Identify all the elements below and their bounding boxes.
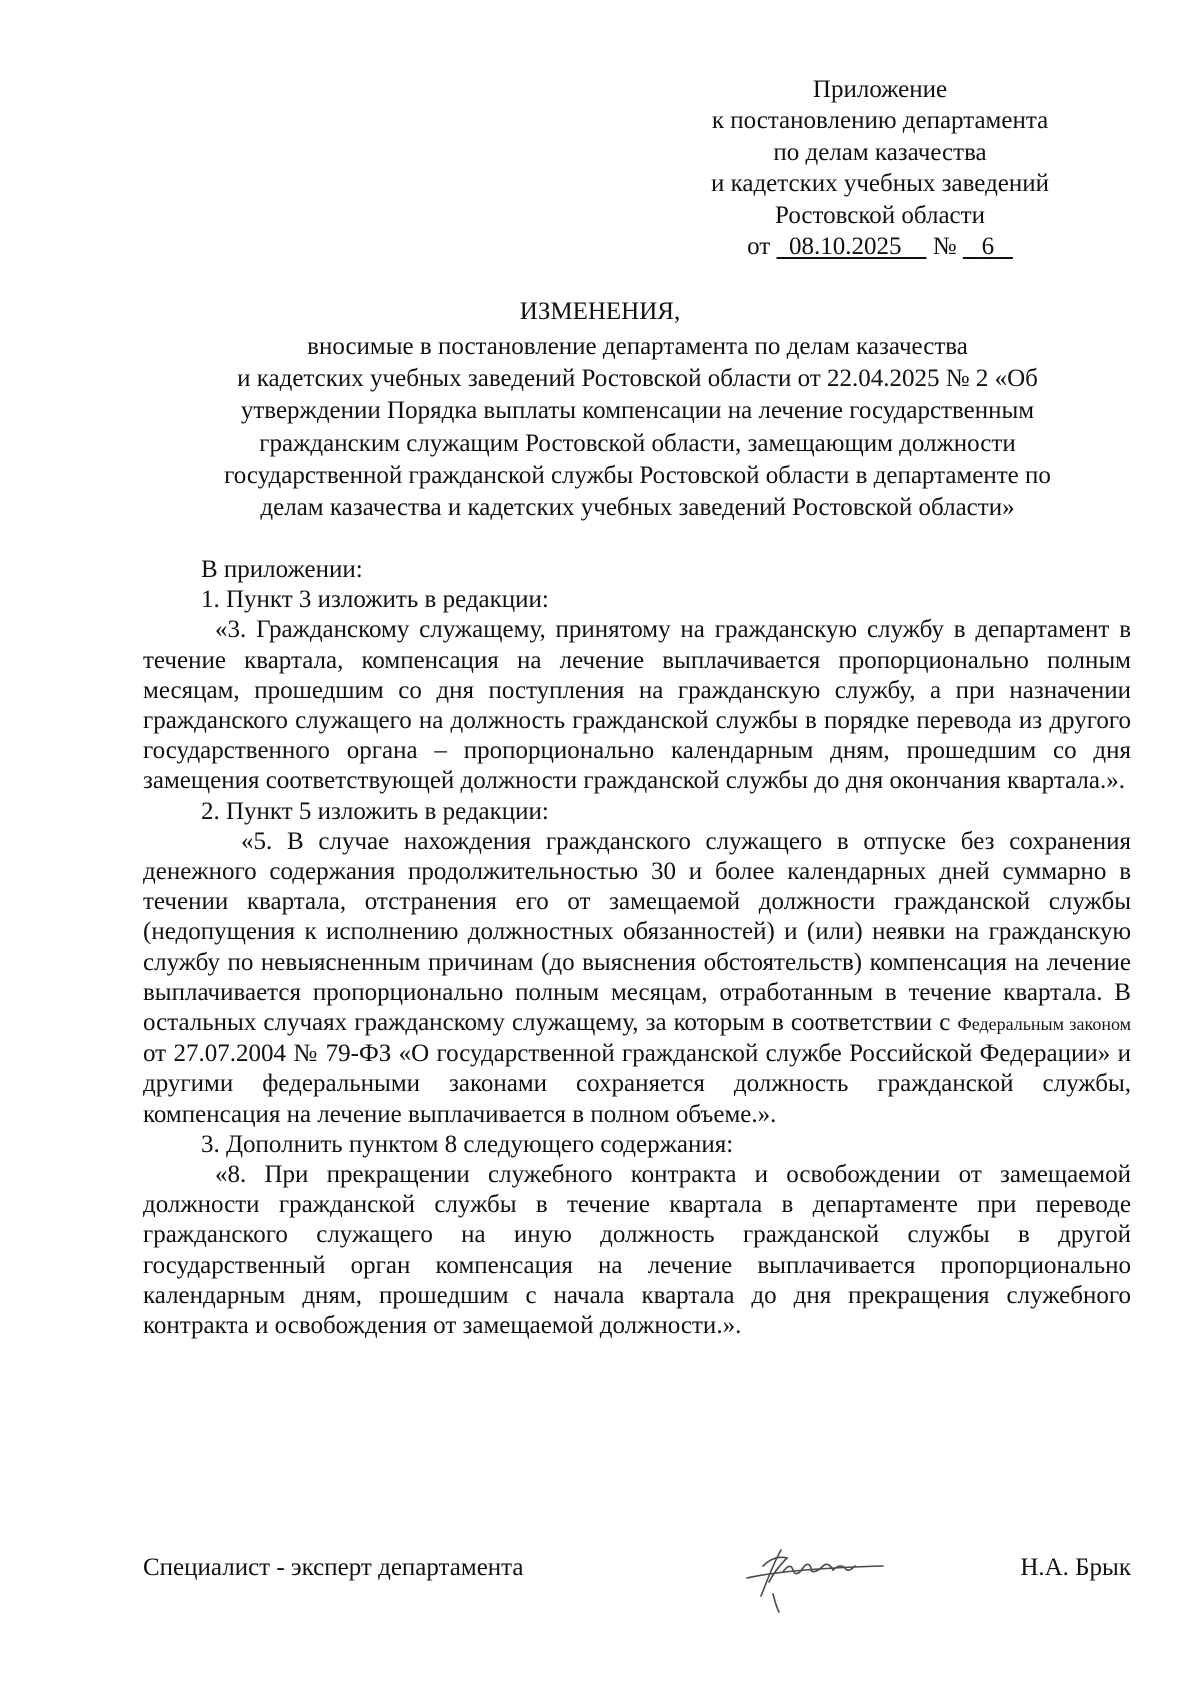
subtitle-line: гражданским служащим Ростовской области, замещающим должности	[259, 429, 1016, 457]
item1-text: «3. Гражданскому служащему, принятому на гражданскую службу в департамент в течение квартала, компенсация на лечение выплачивается пропорционально полным месяцам, прошедшим со дня поступления на гражданскую службу, а при назначении гражданского служащего на должность гражданской службы в порядке перевода из другого государственного органа – пропорционально календарным дням, прошедшим со дня замещения соответствующей должности гражданской службы до дня окончания квартала.».	[143, 616, 1131, 795]
signature-block	[143, 1554, 1131, 1624]
item2-heading: 2. Пункт 5 изложить в редакции:	[201, 797, 549, 825]
appendix-header	[640, 74, 1120, 262]
item3-text: «8. При прекращении служебного контракта и освобождении от замещаемой должности гражданской службы в течение квартала в департаменте при переводе гражданского служащего на иную должность гражданской службы в другой государственный орган компенсация на лечение выплачивается пропорционально календарным дням, прошедшим с начала квартала до дня прекращения служебного контракта и освобождения от замещаемой должности.».	[143, 1161, 1131, 1340]
item1-heading: 1. Пункт 3 изложить в редакции:	[201, 586, 549, 614]
subtitle-line: государственной гражданской службы Ростовской области в департаменте по	[224, 461, 1051, 489]
document-title: ИЗМЕНЕНИЯ,	[519, 298, 681, 325]
subtitle-line: делам казачества и кадетских учебных заведений Ростовской области»	[260, 494, 1015, 522]
document-subtitle	[150, 331, 1125, 524]
subtitle-line: и кадетских учебных заведений Ростовской области от 22.04.2025 № 2 «Об	[237, 365, 1038, 393]
date-value: 08.10.2025	[789, 233, 902, 261]
date-field	[777, 233, 927, 260]
appendix-line: к постановлению департамента	[711, 107, 1049, 135]
item2-text-small: Федеральным законом	[957, 1014, 1131, 1035]
number-value: 6	[981, 233, 995, 261]
item2-text	[143, 827, 1131, 1130]
date-prefix: от	[747, 233, 771, 261]
item2-text-part1: «5. В случае нахождения гражданского служащего в отпуске без сохранения денежного содержания продолжительностью 30 и более календарных дней суммарно в течении квартала, отстранения его от замещаемой должности гражданской службы (недопущения к исполнению должностных обязанностей) и (или) неявки на гражданскую службу по невыясненным причинам (до выяснения обстоятельств) компенсация на лечение выплачивается пропорционально полным месяцам, отработанным в течение квартала. В остальных случаях гражданскому служащему, за которым в соответствии с	[143, 827, 1131, 1037]
signer-title: Специалист - эксперт департамента	[143, 1554, 524, 1581]
appendix-line: Приложение	[812, 76, 948, 103]
signer-name: Н.А. Брык	[1020, 1554, 1131, 1581]
item3-heading: 3. Дополнить пунктом 8 следующего содержания:	[201, 1130, 734, 1158]
subtitle-line: вносимые в постановление департамента по делам казачества	[307, 333, 968, 360]
date-number-line	[640, 231, 1120, 262]
appendix-line: и кадетских учебных заведений	[710, 170, 1050, 198]
handwritten-signature	[733, 1536, 893, 1616]
number-prefix: №	[932, 233, 957, 261]
item2-text-part2: от 27.07.2004 № 79-ФЗ «О государственной гражданской службе Российской Федерации» и другими федеральными законами сохраняется должность гражданской службы, компенсация на лечение выплачивается в полном объеме.».	[143, 1040, 1131, 1128]
appendix-line: по делам казачества	[773, 138, 987, 166]
number-field	[963, 233, 1013, 260]
subtitle-line: утверждении Порядка выплаты компенсации на лечение государственным	[240, 397, 1035, 425]
document-body	[143, 555, 1131, 1341]
appendix-line: Ростовской области	[775, 201, 985, 229]
intro-paragraph: В приложении:	[201, 556, 363, 583]
